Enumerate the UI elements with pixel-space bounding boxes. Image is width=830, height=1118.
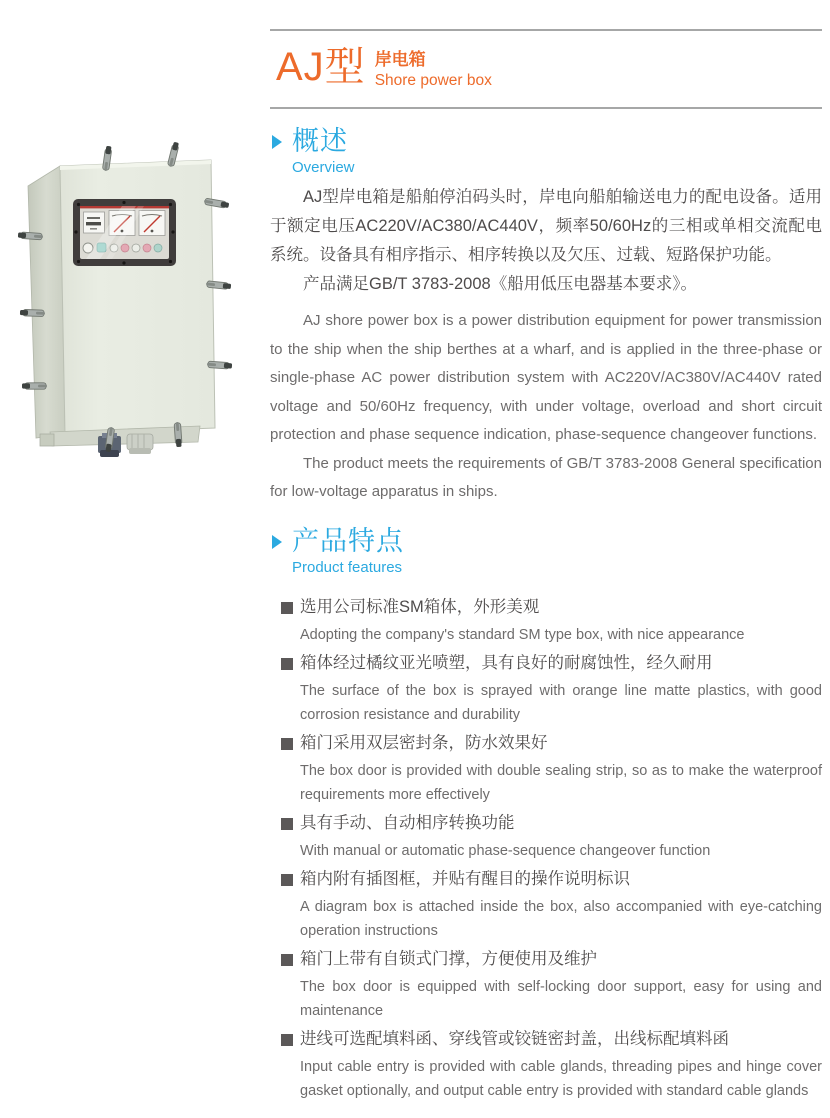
product-name-cn: 岸电箱: [374, 50, 426, 69]
feature-bullet-icon: [281, 602, 293, 614]
meter-window: [73, 199, 176, 266]
overview-paragraph-cn-1: AJ型岸电箱是船舶停泊码头时，岸电向船舶输送电力的配电设备。适用于额定电压AC220V/AC380/AC440V，频率50/60Hz的三相或单相交流配电系统。设备具有相序指示、相序转换以及欠压、过载、短路保护功能。: [270, 188, 822, 264]
overview-paragraphs-cn: [270, 183, 822, 299]
analog-meter-3: [139, 211, 165, 236]
product-model: AJ型: [276, 45, 366, 89]
overview-section-heading: [272, 126, 355, 177]
feature-bullet-icon: [281, 954, 293, 966]
feature-title-cn: 进线可选配填料函、穿线管或铰链密封盖，出线标配填料函: [300, 1030, 729, 1048]
feature-item: [281, 1029, 822, 1103]
section-marker-icon: [272, 535, 282, 549]
feature-bullet-icon: [281, 818, 293, 830]
divider-line-top: [270, 29, 822, 31]
feature-bullet-icon: [281, 658, 293, 670]
analog-meter-1: [84, 212, 105, 233]
overview-paragraph-cn-2: 产品满足GB/T 3783-2008《船用低压电器基本要求》。: [303, 275, 697, 293]
feature-title-cn: 具有手动、自动相序转换功能: [300, 814, 515, 832]
feature-title-cn: 箱内附有插图框，并贴有醒目的操作说明标识: [300, 870, 630, 888]
feature-title-cn: 选用公司标准SM箱体，外形美观: [300, 598, 540, 616]
feature-item: [281, 733, 822, 807]
cabinet-foot: [40, 434, 54, 446]
feature-item: [281, 597, 822, 647]
feature-bullet-icon: [281, 738, 293, 750]
features-list: [281, 597, 822, 1109]
overview-paragraph-en-1: AJ shore power box is a power distribution equipment for power transmission to the ship when the ship berthes at a wharf, and is applied in the three-phase or single-phase AC power distribution system with AC220V/AC380V/AC440V rated voltage and 50/60Hz frequency, with under voltage, overload and short circuit protection and phase sequence indication, phase-sequence changeover functions.: [270, 312, 822, 443]
feature-title-cn: 箱体经过橘纹亚光喷塑，具有良好的耐腐蚀性，经久耐用: [300, 654, 713, 672]
product-name-en: Shore power box: [374, 72, 492, 89]
feature-item: [281, 949, 822, 1023]
feature-desc-en: The box door is equipped with self-locking door support, easy for using and maintenance: [300, 979, 822, 1019]
feature-item: [281, 653, 822, 727]
feature-desc-en: With manual or automatic phase-sequence changeover function: [300, 843, 711, 859]
feature-item: [281, 869, 822, 943]
feature-desc-en: A diagram box is attached inside the box, also accompanied with eye-catching operation instructions: [300, 899, 822, 939]
product-photo: [10, 136, 255, 461]
feature-bullet-icon: [281, 874, 293, 886]
cable-gland-light: [127, 434, 153, 454]
feature-title-cn: 箱门上带有自锁式门撑，方便使用及维护: [300, 950, 597, 968]
cabinet-side: [28, 166, 65, 438]
feature-title-cn: 箱门采用双层密封条，防水效果好: [300, 734, 548, 752]
section-marker-icon: [272, 135, 282, 149]
overview-paragraphs-en: [270, 307, 822, 507]
feature-desc-en: The surface of the box is sprayed with orange line matte plastics, with good corrosion resistance and durability: [300, 683, 822, 723]
features-heading-en: Product features: [292, 559, 403, 576]
features-section-heading: [272, 526, 404, 577]
feature-desc-en: Adopting the company's standard SM type box, with nice appearance: [300, 627, 745, 643]
feature-bullet-icon: [281, 1034, 293, 1046]
feature-desc-en: Input cable entry is provided with cable glands, threading pipes and hinge cover gasket optionally, and output cable entry is provided with standard cable glands: [300, 1059, 822, 1099]
overview-heading-cn: 概述: [292, 126, 348, 156]
overview-paragraph-en-2: The product meets the requirements of GB/T 3783-2008 General specification for low-voltage apparatus in ships.: [270, 454, 822, 500]
features-heading-cn: 产品特点: [292, 526, 404, 556]
feature-desc-en: The box door is provided with double sealing strip, so as to make the waterproof requirements more effectively: [300, 763, 822, 803]
divider-line-under-title: [270, 107, 822, 109]
product-title: [276, 46, 492, 90]
overview-heading-en: Overview: [292, 159, 355, 176]
feature-item: [281, 813, 822, 863]
product-title-sub: [375, 46, 492, 90]
